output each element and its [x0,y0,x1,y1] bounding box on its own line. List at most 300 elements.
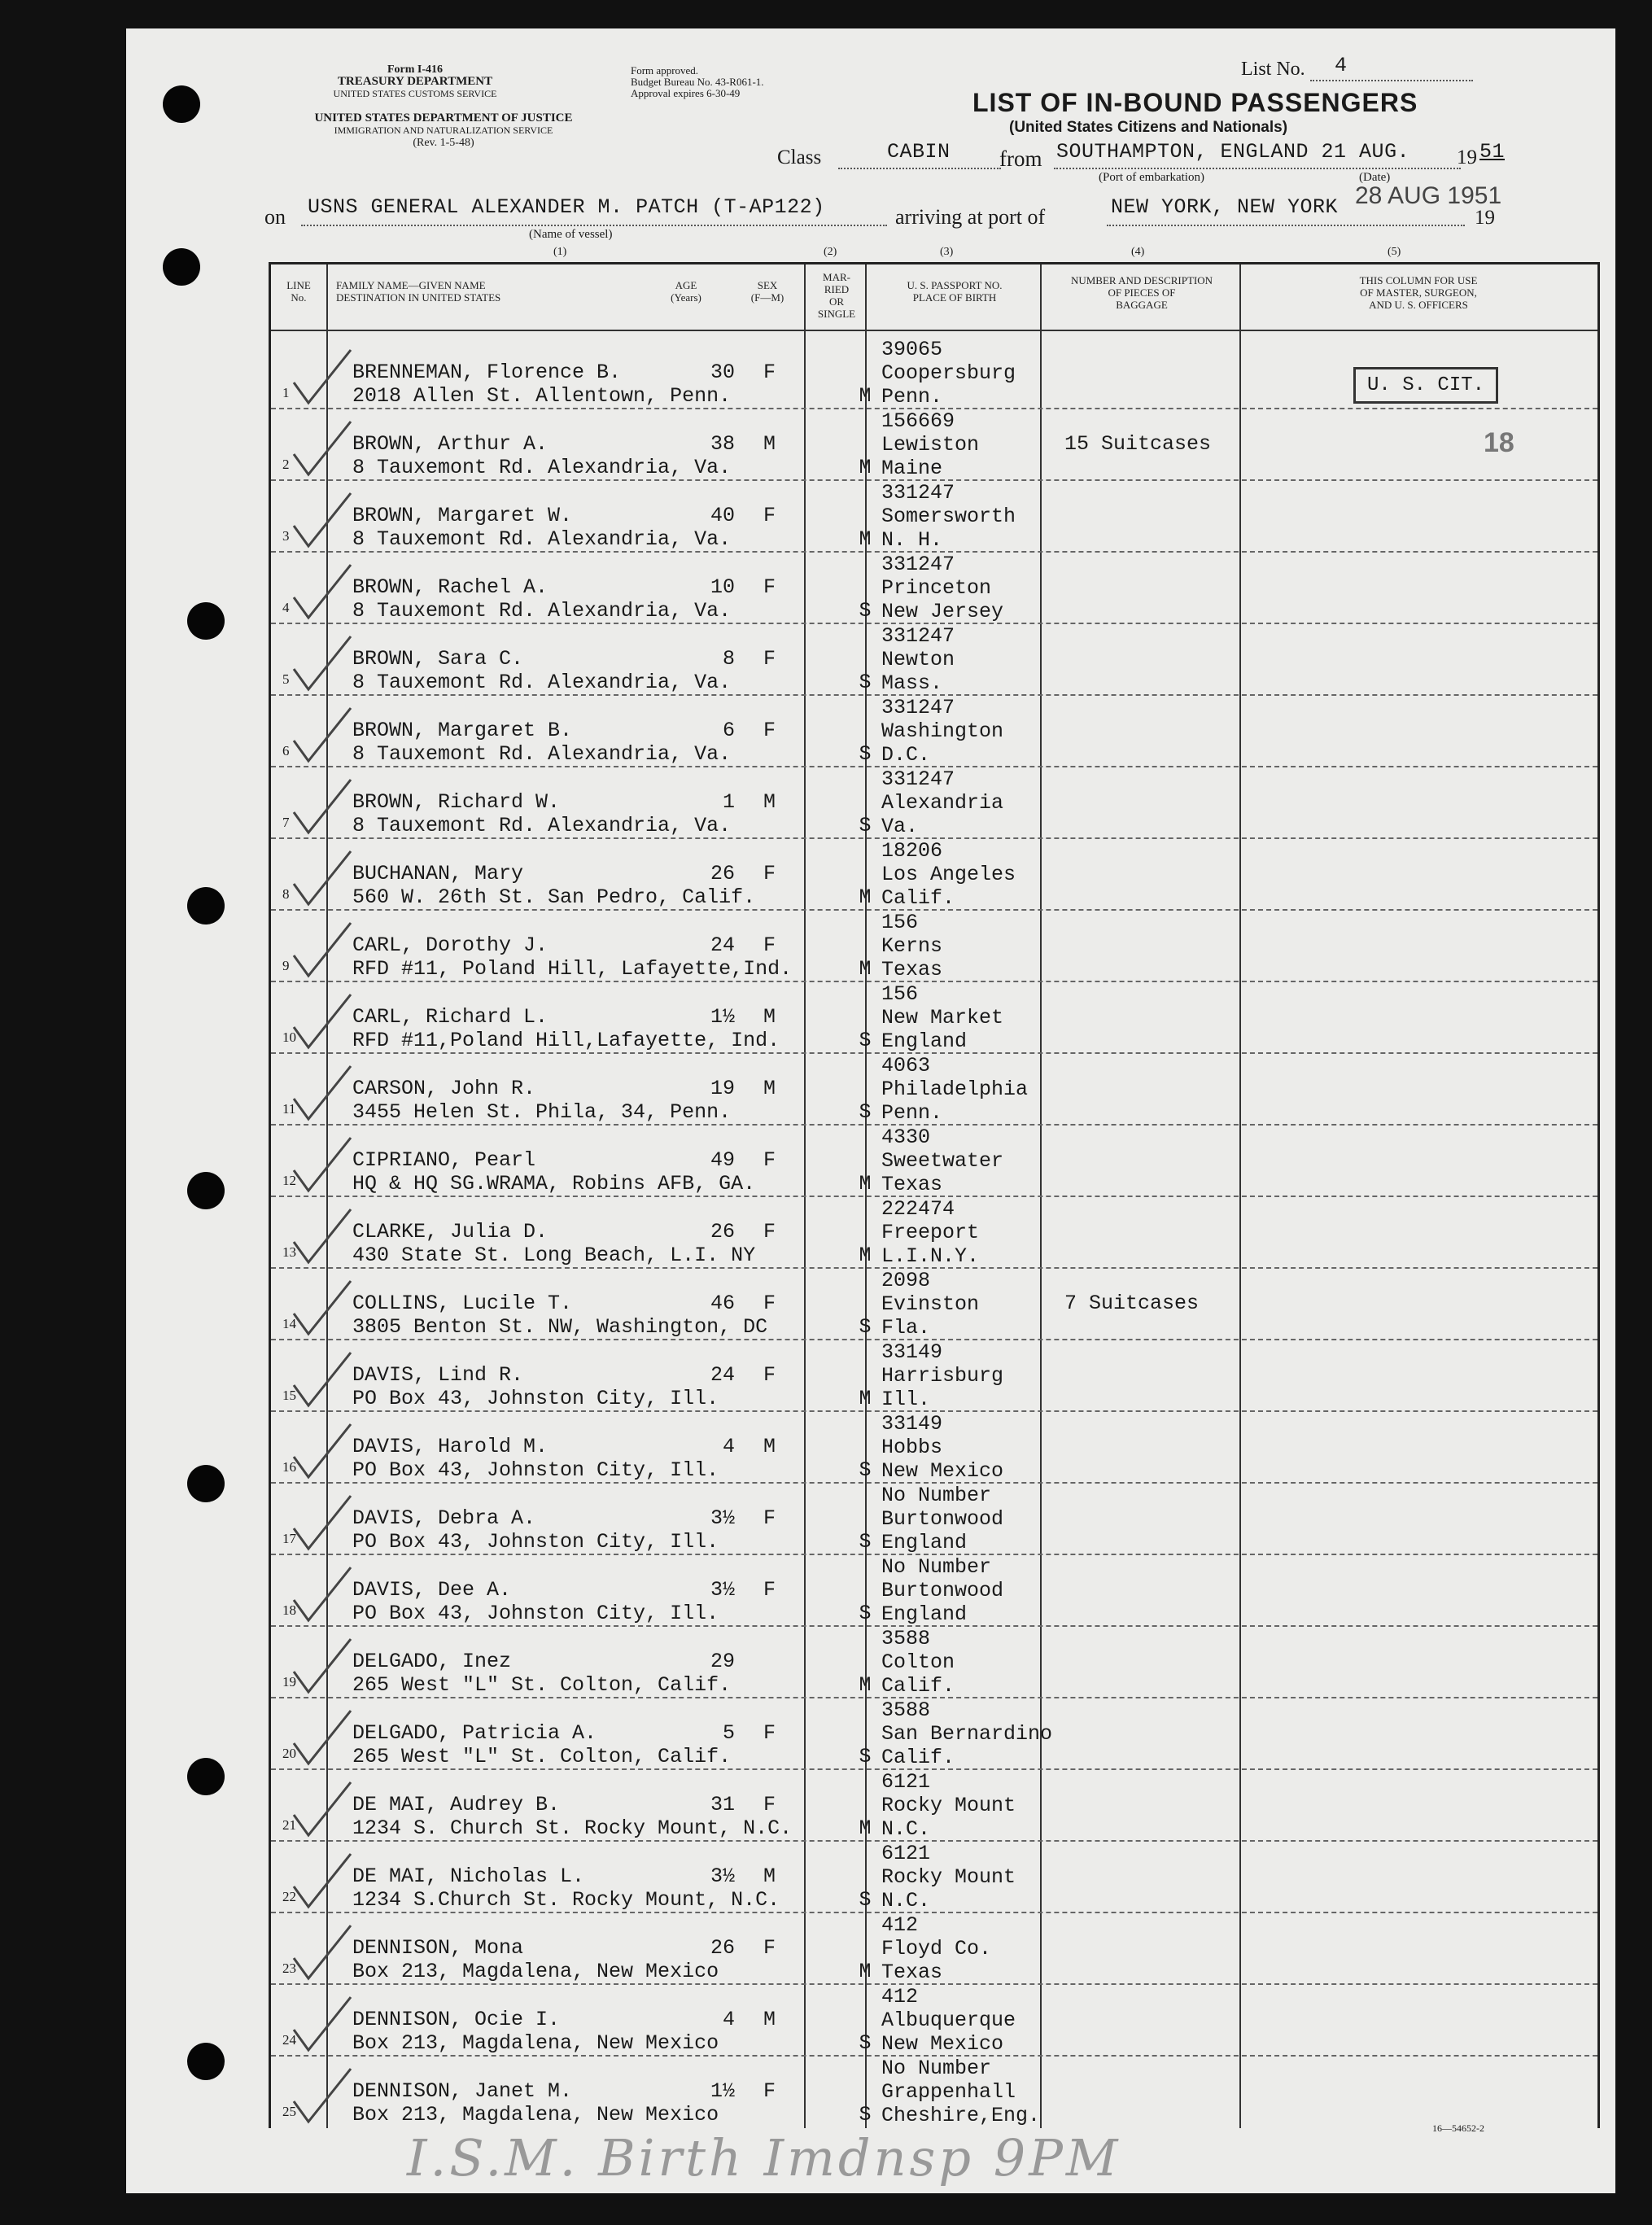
passenger-name: DENNISON, Janet M. [352,2079,573,2103]
passport-birth-cell [881,696,1003,767]
punch-hole [187,1465,225,1502]
passenger-marital: S [859,599,872,623]
passenger-marital: M [859,1816,872,1840]
line-number: 3 [282,528,290,544]
passenger-sex: F [763,1506,776,1530]
passenger-age: 46 [710,1292,735,1315]
passport-number: 33149 [881,1340,943,1364]
birth-place: Rocky Mount [881,1794,1016,1817]
passenger-age: 3½ [710,1578,735,1602]
birth-place: Lewiston [881,433,980,457]
birth-region: England [881,1602,968,1626]
line-number: 16 [282,1459,296,1475]
passenger-name: CLARKE, Julia D. [352,1220,548,1244]
passport-birth-cell [881,1412,1003,1483]
passenger-marital: S [859,2103,872,2127]
passenger-name: DELGADO, Patricia A. [352,1721,597,1745]
table-row [271,767,1597,839]
approval-line-2: Budget Bureau No. 43-R061-1. [631,76,764,88]
birth-region: Penn. [881,385,943,409]
passenger-sex: F [763,504,776,527]
passenger-age: 26 [710,1936,735,1960]
class-value: CABIN [887,140,951,164]
birth-place: Colton [881,1650,955,1674]
header-sex: SEX (F—M) [750,279,784,304]
passenger-marital: M [859,885,872,909]
approval-block [631,65,764,99]
birth-place: Rocky Mount [881,1865,1016,1889]
table-row [271,1126,1597,1197]
line-number: 1 [282,385,290,400]
date-caption: (Date) [1359,171,1391,184]
line-number: 11 [282,1101,296,1117]
embark-port: SOUTHAMPTON, ENGLAND 21 AUG. [1056,140,1410,164]
line-number: 4 [282,600,290,615]
passport-birth-cell [881,1484,1003,1554]
birth-place: Freeport [881,1221,980,1244]
header-baggage: NUMBER AND DESCRIPTION OF PIECES OF BAGGAGE [1070,274,1213,311]
line-number: 17 [282,1531,296,1546]
passenger-marital: S [859,1530,872,1554]
line-number: 20 [282,1746,296,1761]
passport-birth-cell [881,1340,1003,1411]
check-mark-icon [286,990,359,1056]
line-number: 15 [282,1388,296,1403]
birth-place: Floyd Co. [881,1937,992,1961]
passenger-sex: F [763,1148,776,1172]
line-number: 23 [282,1961,296,1976]
passenger-sex: M [763,2008,776,2031]
header-officers: THIS COLUMN FOR USE OF MASTER, SURGEON, AND U. S. OFFICERS [1359,274,1478,311]
passenger-marital: M [859,456,872,479]
baggage: 7 Suitcases [1064,1292,1200,1315]
passenger-sex: M [763,432,776,456]
us-citizen-stamp: U. S. CIT. [1353,367,1498,404]
table-row [271,1985,1597,2057]
table-row [271,1770,1597,1842]
birth-place: Grappenhall [881,2080,1016,2104]
birth-place: New Market [881,1006,1004,1029]
passenger-marital: S [859,2031,872,2055]
birth-region: Penn. [881,1101,943,1125]
table-row [271,1842,1597,1913]
passenger-age: 49 [710,1148,735,1172]
birth-place: Albuquerque [881,2009,1016,2032]
header-line-no: LINE No. [286,279,311,304]
table-row [271,696,1597,767]
check-mark-icon [286,1134,359,1199]
punch-hole [187,2043,225,2080]
table-row [271,1197,1597,1269]
revision: (Rev. 1-5-48) [413,137,474,149]
passport-number: 6121 [881,1842,931,1865]
birth-place: Los Angeles [881,863,1016,886]
birth-place: Somersworth [881,505,1016,528]
birth-region: Calif. [881,1746,955,1769]
table-row [271,1555,1597,1627]
passenger-name: CARL, Dorothy J. [352,933,548,957]
check-mark-icon [286,847,359,912]
port-caption: (Port of embarkation) [1099,171,1204,184]
passport-birth-cell [881,481,1016,552]
passenger-sex: F [763,647,776,671]
passenger-name: COLLINS, Lucile T. [352,1292,573,1315]
passenger-age: 3½ [710,1864,735,1888]
passenger-age: 4 [722,1435,735,1458]
passenger-sex: F [763,575,776,599]
passenger-marital: M [859,1673,872,1697]
passport-birth-cell [881,911,942,981]
passenger-name: BROWN, Rachel A. [352,575,548,599]
birth-region: N. H. [881,528,943,552]
form-number: Form I-416 [387,63,444,76]
on-label: on [264,205,286,229]
passenger-sex: F [763,1793,776,1816]
arrival-port: NEW YORK, NEW YORK [1111,195,1339,219]
birth-region: Maine [881,457,943,480]
passport-number: 156 [881,911,919,934]
passenger-sex: F [763,1220,776,1244]
passenger-marital: M [859,1387,872,1410]
passport-number: 412 [881,1913,919,1937]
check-mark-icon [286,919,359,984]
passenger-sex: M [763,1864,776,1888]
check-mark-icon [286,1277,359,1342]
passenger-address: 1234 S.Church St. Rocky Mount, N.C. [352,1888,780,1912]
table-row [271,982,1597,1054]
passenger-age: 38 [710,432,735,456]
line-number: 13 [282,1244,296,1260]
passenger-marital: S [859,1602,872,1625]
class-label: Class [777,146,822,168]
passenger-address: 3805 Benton St. NW, Washington, DC [352,1315,768,1339]
vessel-name: USNS GENERAL ALEXANDER M. PATCH (T-AP122) [308,195,825,219]
passenger-name: CARL, Richard L. [352,1005,548,1029]
passport-number: No Number [881,1555,992,1579]
check-mark-icon [286,1921,359,1987]
passenger-address: 8 Tauxemont Rd. Alexandria, Va. [352,599,732,623]
customs-service: UNITED STATES CUSTOMS SERVICE [333,88,497,99]
passenger-address: 265 West "L" St. Colton, Calif. [352,1745,732,1768]
passenger-address: 8 Tauxemont Rd. Alexandria, Va. [352,671,732,694]
passenger-name: DE MAI, Audrey B. [352,1793,561,1816]
table-row [271,1698,1597,1770]
passenger-address: RFD #11, Poland Hill, Lafayette,Ind. [352,957,793,981]
line-number: 24 [282,2032,296,2048]
passenger-name: DENNISON, Ocie I. [352,2008,561,2031]
birth-place: Evinston [881,1292,980,1316]
passenger-age: 31 [710,1793,735,1816]
punch-hole [187,602,225,640]
passenger-sex: M [763,1005,776,1029]
passport-birth-cell [881,1555,1003,1626]
from-label: from [999,146,1042,171]
table-row [271,1269,1597,1340]
birth-region: Texas [881,958,943,981]
punch-hole [187,1172,225,1209]
birth-region: Cheshire,Eng. [881,2104,1041,2127]
birth-place: Washington [881,719,1004,743]
birth-region: Ill. [881,1388,931,1411]
check-mark-icon [286,1850,359,1915]
passenger-table [269,262,1600,2128]
passenger-marital: S [859,742,872,766]
passenger-age: 10 [710,575,735,599]
passenger-age: 24 [710,933,735,957]
passport-birth-cell [881,1627,955,1698]
passport-birth-cell [881,553,1003,623]
birth-region: N.C. [881,1817,931,1841]
vessel-caption: (Name of vessel) [529,228,613,241]
passenger-name: CARSON, John R. [352,1077,536,1100]
passenger-sex: F [763,2079,776,2103]
approval-line-3: Approval expires 6-30-49 [631,87,741,99]
birth-place: Hobbs [881,1436,943,1459]
check-mark-icon [286,1420,359,1485]
passenger-age: 29 [710,1650,735,1673]
passport-number: 3588 [881,1627,931,1650]
birth-region: D.C. [881,743,931,767]
passenger-age: 24 [710,1363,735,1387]
justice-block [260,112,627,149]
passenger-address: PO Box 43, Johnston City, Ill. [352,1387,719,1410]
passenger-sex: F [763,1292,776,1315]
passenger-age: 6 [722,719,735,742]
passenger-address: 8 Tauxemont Rd. Alexandria, Va. [352,456,732,479]
passenger-name: BROWN, Margaret B. [352,719,573,742]
birth-region: New Mexico [881,1459,1004,1483]
passport-birth-cell [881,1126,1003,1196]
col-num-2: (2) [824,246,837,258]
passenger-age: 26 [710,1220,735,1244]
justice-dept: UNITED STATES DEPARTMENT OF JUSTICE [314,111,573,125]
page-subtitle: (United States Citizens and Nationals) [1009,119,1288,136]
passport-birth-cell [881,1698,1052,1769]
passport-number: 18206 [881,839,943,863]
form-code: 16—54652-2 [1432,2122,1484,2134]
passport-number: 156669 [881,409,955,433]
passport-number: 331247 [881,624,955,648]
line-number: 2 [282,457,290,472]
passenger-marital: S [859,1029,872,1052]
table-row [271,1340,1597,1412]
birth-place: Coopersburg [881,361,1016,385]
passenger-address: 8 Tauxemont Rd. Alexandria, Va. [352,527,732,551]
passenger-name: DENNISON, Mona [352,1936,524,1960]
line-number: 7 [282,815,290,830]
line-number: 12 [282,1173,296,1188]
passenger-address: 2018 Allen St. Allentown, Penn. [352,384,732,408]
passport-number: 3588 [881,1698,931,1722]
punch-hole [187,887,225,925]
passenger-address: 8 Tauxemont Rd. Alexandria, Va. [352,742,732,766]
passenger-address: PO Box 43, Johnston City, Ill. [352,1602,719,1625]
line-number: 19 [282,1674,296,1690]
line-number: 14 [282,1316,296,1331]
passport-birth-cell [881,409,979,480]
col-num-4: (4) [1131,246,1145,258]
birth-region: Calif. [881,1674,955,1698]
table-row [271,553,1597,624]
table-row [271,911,1597,982]
passenger-address: PO Box 43, Johnston City, Ill. [352,1458,719,1482]
table-row [271,624,1597,696]
passenger-name: BROWN, Sara C. [352,647,524,671]
passenger-name: BROWN, Richard W. [352,790,561,814]
year-prefix: 19 [1457,146,1477,168]
passenger-sex: F [763,862,776,885]
col-num-1: (1) [553,246,567,258]
punch-hole [163,248,200,286]
passenger-name: DAVIS, Dee A. [352,1578,512,1602]
check-mark-icon [286,776,359,841]
col-num-3: (3) [940,246,954,258]
col-num-5: (5) [1388,246,1401,258]
passenger-address: HQ & HQ SG.WRAMA, Robins AFB, GA. [352,1172,756,1196]
birth-place: Kerns [881,934,943,958]
passenger-name: DAVIS, Lind R. [352,1363,524,1387]
check-mark-icon [286,561,359,626]
birth-place: Princeton [881,576,992,600]
passenger-marital: M [859,1244,872,1267]
passport-number: 6121 [881,1770,931,1794]
passport-number: 33149 [881,1412,943,1436]
check-mark-icon [286,1635,359,1700]
passport-number: No Number [881,2057,992,2080]
check-mark-icon [286,2065,359,2130]
birth-place: Sweetwater [881,1149,1004,1173]
passport-number: 4330 [881,1126,931,1149]
passenger-name: DAVIS, Harold M. [352,1435,548,1458]
passport-number: 331247 [881,767,955,791]
table-row [271,2057,1597,2128]
passenger-age: 4 [722,2008,735,2031]
header-name: FAMILY NAME—GIVEN NAME DESTINATION IN UNITED STATES [336,279,501,304]
table-row [271,1412,1597,1484]
birth-region: Fla. [881,1316,931,1340]
passenger-marital: S [859,1458,872,1482]
passport-birth-cell [881,338,1016,409]
passport-number: 331247 [881,553,955,576]
table-row [271,481,1597,553]
passport-birth-cell [881,624,955,695]
check-mark-icon [286,1349,359,1414]
passenger-sex: F [763,1363,776,1387]
year-value: 51 [1479,140,1506,164]
passport-birth-cell [881,1197,979,1268]
header-married: MAR- RIED OR SINGLE [817,271,856,320]
passenger-sex: F [763,361,776,384]
arrival-year-prefix: 19 [1475,207,1495,229]
list-no-value: 4 [1335,54,1348,77]
check-mark-icon [286,1492,359,1557]
birth-region: Texas [881,1961,943,1984]
passenger-age: 5 [722,1721,735,1745]
passport-birth-cell [881,2057,1040,2127]
passenger-marital: S [859,671,872,694]
passenger-address: RFD #11,Poland Hill,Lafayette, Ind. [352,1029,780,1052]
passenger-address: 8 Tauxemont Rd. Alexandria, Va. [352,814,732,837]
passport-birth-cell [881,982,1003,1053]
passenger-marital: S [859,814,872,837]
line-number: 9 [282,958,290,973]
line-number: 22 [282,1889,296,1904]
line-number: 25 [282,2104,296,2119]
passenger-marital: M [859,1960,872,1983]
check-mark-icon [286,704,359,769]
check-mark-icon [286,1563,359,1628]
passenger-marital: M [859,384,872,408]
line-number: 6 [282,743,290,758]
check-mark-icon [286,1778,359,1843]
passenger-age: 40 [710,504,735,527]
passenger-name: DELGADO, Inez [352,1650,512,1673]
birth-place: San Bernardino [881,1722,1053,1746]
passenger-sex: F [763,1936,776,1960]
check-mark-icon [286,1062,359,1127]
baggage: 15 Suitcases [1064,432,1212,456]
passenger-sex: M [763,790,776,814]
table-row [271,1054,1597,1126]
check-mark-icon [286,346,359,411]
line-number: 18 [282,1602,296,1618]
passenger-name: BUCHANAN, Mary [352,862,524,885]
passenger-name: BRENNEMAN, Florence B. [352,361,622,384]
passport-number: 412 [881,1985,919,2009]
passport-number: 331247 [881,481,955,505]
passport-number: 156 [881,982,919,1006]
passenger-address: PO Box 43, Johnston City, Ill. [352,1530,719,1554]
form-header-block [309,63,521,100]
check-mark-icon [286,1707,359,1772]
passenger-address: 3455 Helen St. Phila, 34, Penn. [352,1100,732,1124]
passenger-age: 3½ [710,1506,735,1530]
table-row [271,839,1597,911]
passenger-name: BROWN, Margaret W. [352,504,573,527]
passport-number: 222474 [881,1197,955,1221]
birth-place: Philadelphia [881,1078,1029,1101]
birth-place: Burtonwood [881,1579,1004,1602]
passport-number: 2098 [881,1269,931,1292]
passport-birth-cell [881,1913,991,1984]
arriving-label: arriving at port of [895,205,1046,229]
treasury-dept: TREASURY DEPARTMENT [337,75,493,88]
birth-region: New Jersey [881,600,1004,623]
passenger-sex: M [763,1077,776,1100]
birth-region: New Mexico [881,2032,1004,2056]
birth-region: Mass. [881,671,943,695]
passport-birth-cell [881,1269,979,1340]
passport-birth-cell [881,839,1016,910]
passenger-address: 430 State St. Long Beach, L.I. NY [352,1244,756,1267]
header-age: AGE (Years) [671,279,701,304]
passenger-marital: M [859,527,872,551]
passenger-sex: F [763,1721,776,1745]
birth-region: England [881,1531,968,1554]
check-mark-icon [286,1993,359,2058]
passenger-age: 8 [722,647,735,671]
line-number: 8 [282,886,290,902]
approval-line-1: Form approved. [631,64,699,76]
check-mark-icon [286,417,359,483]
table-row [271,1484,1597,1555]
birth-region: England [881,1029,968,1053]
check-mark-icon [286,1205,359,1270]
line-number: 10 [282,1029,296,1045]
passport-birth-cell [881,1985,1016,2056]
arrival-date-stamp: 28 AUG 1951 [1355,182,1502,209]
passenger-marital: S [859,1745,872,1768]
